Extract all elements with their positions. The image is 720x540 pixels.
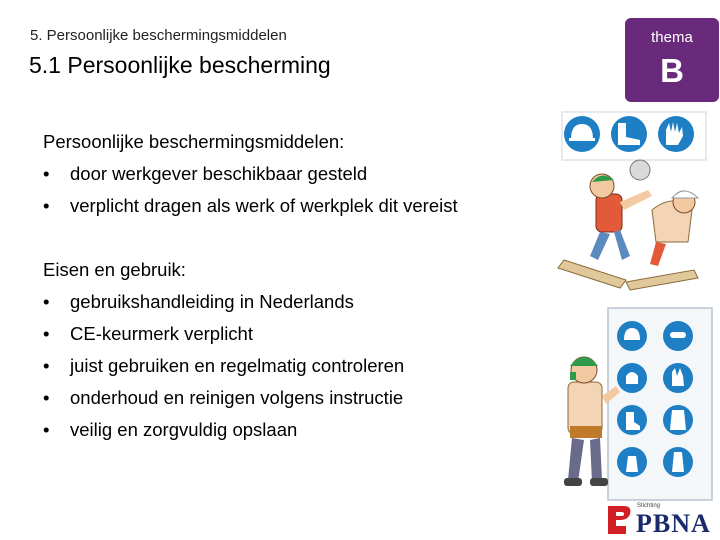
bullet-dot: • (43, 323, 50, 344)
bullet-list-pbm (43, 158, 543, 222)
pbna-emblem-icon (604, 504, 634, 537)
section-heading-pbm: Persoonlijke beschermingsmiddelen: (43, 131, 345, 152)
page-title: 5.1 Persoonlijke bescherming (29, 52, 331, 78)
bullet-dot: • (43, 387, 50, 408)
list-item-text: veilig en zorgvuldig opslaan (70, 419, 298, 440)
breadcrumb-chapter: 5. Persoonlijke beschermingsmiddelen (30, 27, 287, 44)
thema-badge-letter: B (660, 52, 684, 89)
bullet-dot: • (43, 163, 50, 184)
list-item (43, 190, 543, 222)
list-item-text: verplicht dragen als werk of werkplek dit vereist (70, 195, 458, 216)
bullet-dot: • (43, 291, 50, 312)
gloves-sign-icon (658, 116, 694, 152)
thema-badge (625, 18, 719, 102)
bullet-dot: • (43, 419, 50, 440)
ppe-icon-strip (562, 112, 706, 160)
list-item (43, 286, 543, 318)
bullet-dot: • (43, 355, 50, 376)
list-item-text: onderhoud en reinigen volgens instructie (70, 387, 404, 408)
list-item (43, 382, 543, 414)
pbna-logo (604, 503, 718, 538)
list-item (43, 158, 543, 190)
boots-sign-icon (611, 116, 647, 152)
bullet-list-eisen (43, 286, 543, 446)
ppe-sign-board (608, 308, 712, 500)
list-item-text: CE-keurmerk verplicht (70, 323, 253, 344)
bullet-dot: • (43, 195, 50, 216)
list-item (43, 414, 543, 446)
logo-name: PBNA (636, 509, 711, 538)
ppe-illustration (556, 110, 716, 502)
section-heading-eisen: Eisen en gebruik: (43, 259, 186, 280)
list-item (43, 318, 543, 350)
logo-small-text: Stichting (637, 503, 661, 509)
list-item-text: gebruikshandleiding in Nederlands (70, 291, 354, 312)
list-item (43, 350, 543, 382)
thema-badge-label: thema (651, 29, 693, 46)
list-item-text: door werkgever beschikbaar gesteld (70, 163, 368, 184)
slide-content (43, 126, 543, 446)
falling-worker-illustration (558, 160, 698, 290)
helmet-sign-icon (564, 116, 600, 152)
list-item-text: juist gebruiken en regelmatig controleren (70, 355, 405, 376)
